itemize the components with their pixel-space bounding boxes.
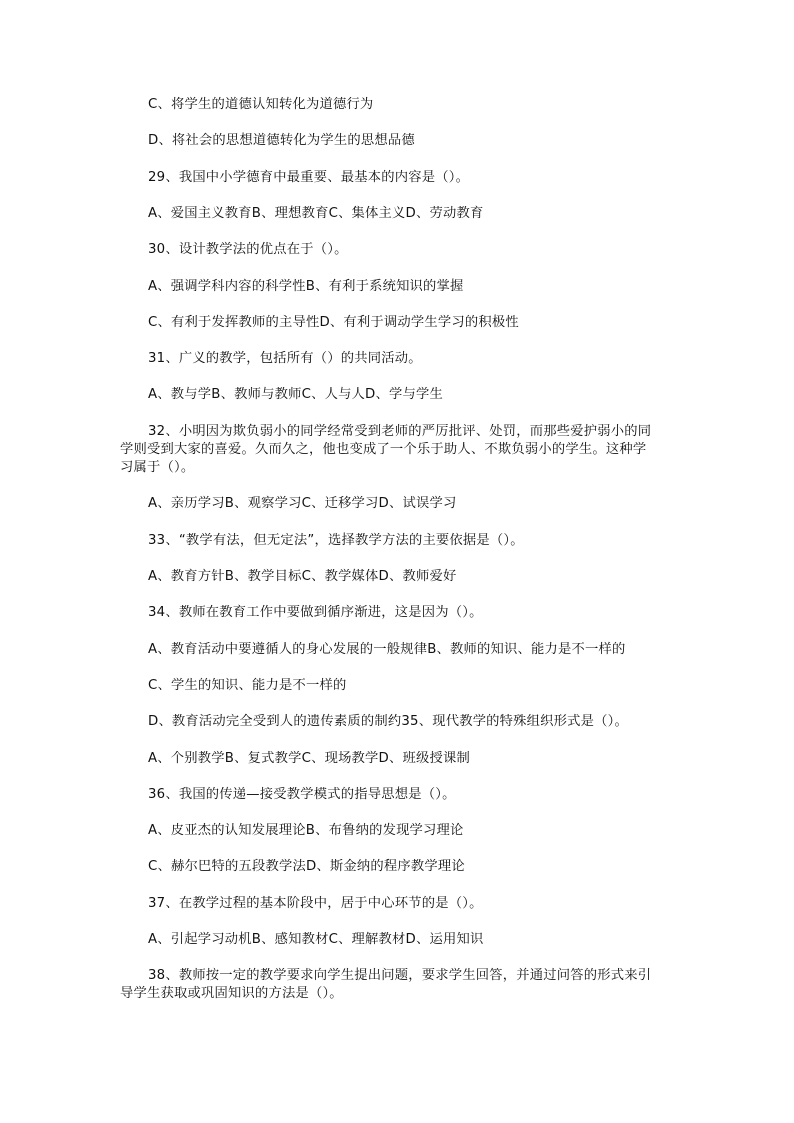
options-36-ab: A、皮亚杰的认知发展理论B、布鲁纳的发现学习理论 bbox=[148, 823, 464, 838]
option-c-moral-behavior: C、将学生的道德认知转化为道德行为 bbox=[148, 97, 374, 112]
question-31: 31、广义的教学，包括所有（）的共同活动。 bbox=[148, 351, 422, 366]
question-38-line-2: 导学生获取或巩固知识的方法是（）。 bbox=[120, 986, 343, 1001]
question-30: 30、设计教学法的优点在于（）。 bbox=[148, 242, 348, 257]
question-33: 33、“教学有法，但无定法”，选择教学方法的主要依据是（）。 bbox=[148, 533, 524, 548]
question-32-line-2: 学则受到大家的喜爱。久而久之，他也变成了一个乐于助人、不欺负弱小的学生。这种学 bbox=[120, 442, 647, 457]
options-30-ab: A、强调学科内容的科学性B、有利于系统知识的掌握 bbox=[148, 279, 464, 294]
question-32-line-1: 32、小明因为欺负弱小的同学经常受到老师的严厉批评、处罚，而那些爱护弱小的同 bbox=[148, 424, 652, 439]
options-30-cd: C、有利于发挥教师的主导性D、有利于调动学生学习的积极性 bbox=[148, 315, 519, 330]
options-36-cd: C、赫尔巴特的五段教学法D、斯金纳的程序教学理论 bbox=[148, 859, 465, 874]
options-35: A、个别教学B、复式教学C、现场教学D、班级授课制 bbox=[148, 751, 470, 766]
options-33: A、教育方针B、教学目标C、教学媒体D、教师爱好 bbox=[148, 569, 457, 584]
question-38-line-1: 38、教师按一定的教学要求向学生提出问题，要求学生回答，并通过问答的形式来引 bbox=[148, 968, 652, 983]
question-36: 36、我国的传递—接受教学模式的指导思想是（）。 bbox=[148, 787, 456, 802]
options-29: A、爱国主义教育B、理想教育C、集体主义D、劳动教育 bbox=[148, 206, 484, 221]
options-32: A、亲历学习B、观察学习C、迁移学习D、试误学习 bbox=[148, 496, 457, 511]
option-d-moral-character: D、将社会的思想道德转化为学生的思想品德 bbox=[148, 133, 415, 148]
options-34-d-question-35: D、教育活动完全受到人的遗传素质的制约35、现代教学的特殊组织形式是（）。 bbox=[148, 714, 629, 729]
question-32-line-3: 习属于（）。 bbox=[120, 460, 195, 475]
options-34-c: C、学生的知识、能力是不一样的 bbox=[148, 678, 347, 693]
question-34: 34、教师在教育工作中要做到循序渐进，这是因为（）。 bbox=[148, 605, 483, 620]
question-29: 29、我国中小学德育中最重要、最基本的内容是（）。 bbox=[148, 170, 470, 185]
options-37: A、引起学习动机B、感知教材C、理解教材D、运用知识 bbox=[148, 932, 484, 947]
question-38 bbox=[120, 967, 672, 1003]
question-37: 37、在教学过程的基本阶段中，居于中心环节的是（）。 bbox=[148, 896, 483, 911]
options-34-ab: A、教育活动中要遵循人的身心发展的一般规律B、教师的知识、能力是不一样的 bbox=[148, 642, 626, 657]
question-32 bbox=[120, 423, 672, 477]
options-31: A、教与学B、教师与教师C、人与人D、学与学生 bbox=[148, 387, 443, 402]
